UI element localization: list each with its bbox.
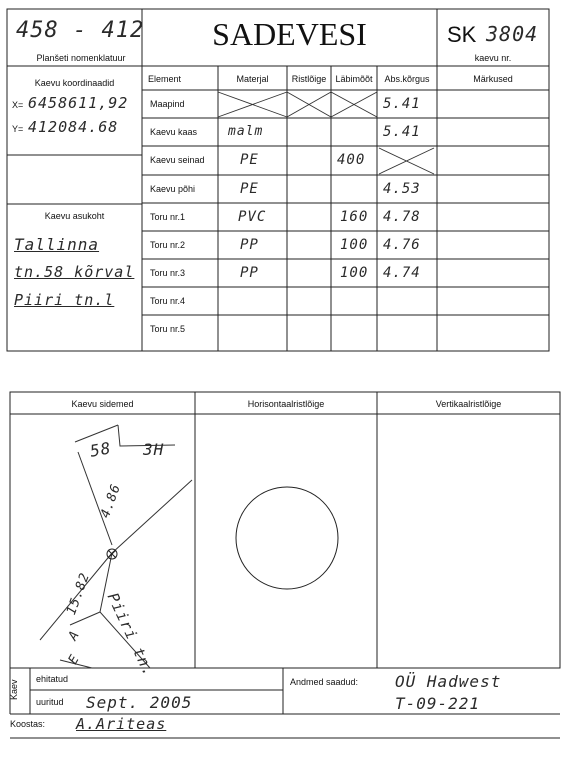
row-element: Kaevu kaas <box>150 127 198 137</box>
well-number-label: kaevu nr. <box>474 53 512 63</box>
location-line-2: tn.58 kõrval <box>14 263 135 281</box>
y-coordinate: 412084.68 <box>28 118 119 136</box>
location-line-1: Tallinna <box>14 235 100 254</box>
row-element: Kaevu seinad <box>150 155 205 165</box>
row-element: Toru nr.2 <box>150 240 186 250</box>
sketch-corner-e: E <box>65 651 84 668</box>
well-number: 3804 <box>486 22 539 46</box>
col-abs-height: Abs.kõrgus <box>384 74 430 84</box>
author-value: A.Ariteas <box>76 715 167 733</box>
col-cross-section: Ristlõige <box>291 74 327 84</box>
y-label: Y= <box>12 124 24 134</box>
nomenclature-label: Planšeti nomenklatuur <box>36 53 126 63</box>
coordinates-label: Kaevu koordinaadid <box>34 78 115 88</box>
col-material: Materjal <box>236 74 269 84</box>
row-element: Kaevu põhi <box>150 184 196 194</box>
row-element: Toru nr.5 <box>150 324 186 334</box>
sketch-street-label: Piiri tn. <box>103 590 159 680</box>
row-material: PE <box>240 152 259 168</box>
kaev-label: Kaev <box>9 679 19 700</box>
row-diameter: 100 <box>340 265 369 281</box>
row-height: 4.78 <box>383 209 421 225</box>
row-diameter: 160 <box>340 209 369 225</box>
col-diameter: Läbimõõt <box>335 74 373 84</box>
col-element: Element <box>148 74 182 84</box>
row-material: PE <box>240 181 259 197</box>
row-element: Toru nr.4 <box>150 296 186 306</box>
row-height: 5.41 <box>383 96 421 112</box>
source-company: OÜ Hadwest <box>395 672 502 691</box>
surveyed-value: Sept. 2005 <box>86 693 193 712</box>
source-code: T-09-221 <box>395 694 481 713</box>
surveyed-label: uuritud <box>36 697 64 707</box>
location-label: Kaevu asukoht <box>44 211 105 221</box>
sketch-house-number: 58 <box>88 438 113 461</box>
sketch-distance-2: 15.82 <box>64 570 94 618</box>
nomenclature-value: 458 - 412 <box>16 18 145 43</box>
row-material: malm <box>228 124 264 139</box>
col-remarks: Märkused <box>473 74 513 84</box>
built-label: ehitatud <box>36 674 69 684</box>
section-vertical: Vertikaalristlõige <box>435 399 502 409</box>
row-diameter: 100 <box>340 237 369 253</box>
sketch-corner-a: A <box>65 627 84 644</box>
sketch-house-label: 3H <box>143 440 165 459</box>
row-height: 4.53 <box>383 181 421 197</box>
source-label: Andmed saadud: <box>290 677 359 687</box>
row-diameter: 400 <box>337 152 366 168</box>
row-material: PVC <box>238 209 267 225</box>
horizontal-section-circle <box>236 487 338 589</box>
row-element: Maapind <box>150 99 185 109</box>
row-element: Toru nr.1 <box>150 212 186 222</box>
row-height: 4.74 <box>383 265 421 281</box>
row-material: PP <box>240 265 259 281</box>
row-material: PP <box>240 237 259 253</box>
x-label: X= <box>12 100 24 110</box>
x-coordinate: 6458611,92 <box>28 94 129 112</box>
section-horizontal: Horisontaalristlõige <box>247 399 325 409</box>
location-line-3: Piiri tn.l <box>14 291 115 309</box>
page-title: SADEVESI <box>212 16 367 52</box>
row-element: Toru nr.3 <box>150 268 186 278</box>
row-height: 5.41 <box>383 124 421 140</box>
section-links: Kaevu sidemed <box>71 399 134 409</box>
well-prefix: SK <box>447 22 477 47</box>
author-label: Koostas: <box>10 719 46 729</box>
row-height: 4.76 <box>383 237 421 253</box>
sketch-distance-1: 4.86 <box>98 481 125 521</box>
